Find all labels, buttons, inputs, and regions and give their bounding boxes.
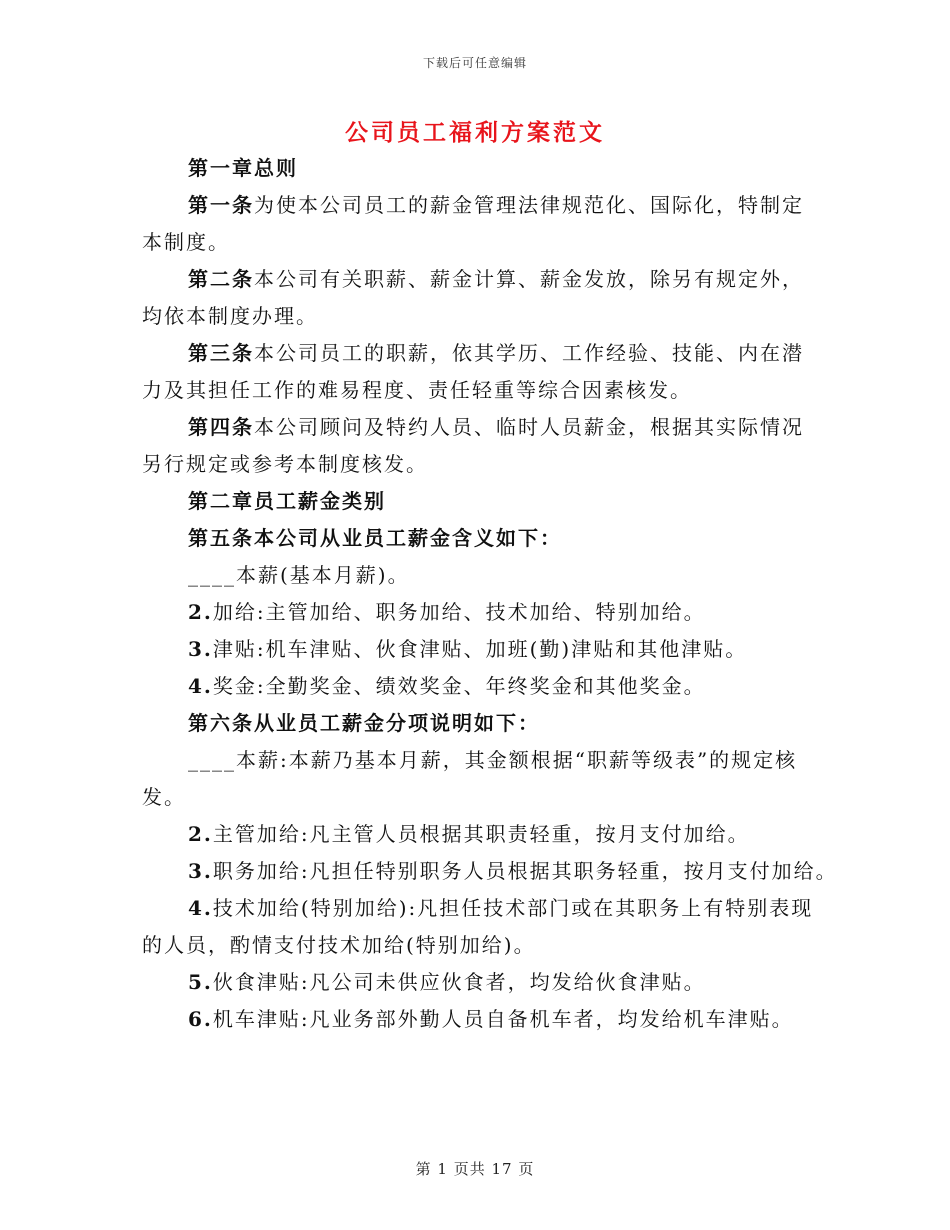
article-2 <box>142 261 832 298</box>
article-text: 为使本公司员工的薪金管理法律规范化、国际化，特制定 <box>254 193 804 217</box>
header-note: 下载后可任意编辑 <box>422 56 527 70</box>
item-number: 3. <box>188 637 213 661</box>
article-text: 本公司员工的职薪，依其学历、工作经验、技能、内在潜 <box>254 341 804 365</box>
item-number: 2. <box>188 822 213 846</box>
item-text: 伙食津贴:凡公司未供应伙食者，均发给伙食津贴。 <box>212 970 706 994</box>
list-item <box>142 964 832 1001</box>
article-3 <box>142 335 832 372</box>
item-text: 职务加给:凡担任特别职务人员根据其职务轻重，按月支付加给。 <box>212 859 838 883</box>
article-label: 第一条 <box>188 193 254 217</box>
list-item <box>142 742 832 779</box>
item-text: 主管加给:凡主管人员根据其职责轻重，按月支付加给。 <box>212 822 750 846</box>
item-number: 2. <box>188 600 213 624</box>
list-item <box>142 668 832 705</box>
chapter-2-heading: 第二章员工薪金类别 <box>188 489 386 513</box>
list-item <box>142 631 832 668</box>
article-1 <box>142 187 832 224</box>
list-item <box>142 890 832 927</box>
item-text: 奖金:全勤奖金、绩效奖金、年终奖金和其他奖金。 <box>212 674 706 698</box>
item-number: 5. <box>188 970 213 994</box>
article-4 <box>142 409 832 446</box>
article-4-cont: 另行规定或参考本制度核发。 <box>142 452 428 476</box>
article-5-heading: 第五条本公司从业员工薪金含义如下： <box>188 526 562 550</box>
list-item-cont: 发。 <box>142 785 186 809</box>
chapter-1-heading: 第一章总则 <box>188 156 298 180</box>
article-1-cont: 本制度。 <box>142 230 230 254</box>
article-label: 第三条 <box>188 341 254 365</box>
article-label: 第二条 <box>188 267 254 291</box>
article-text: 本公司顾问及特约人员、临时人员薪金，根据其实际情况 <box>254 415 804 439</box>
item-text: 加给:主管加给、职务加给、技术加给、特别加给。 <box>212 600 706 624</box>
item-text: 本薪(基本月薪)。 <box>236 563 410 587</box>
list-item <box>142 853 838 890</box>
article-2-cont: 均依本制度办理。 <box>142 304 318 328</box>
item-number: 4. <box>188 674 213 698</box>
article-6-heading: 第六条从业员工薪金分项说明如下： <box>188 711 540 735</box>
list-item <box>142 1001 832 1038</box>
article-3-cont: 力及其担任工作的难易程度、责任轻重等综合因素核发。 <box>142 378 692 402</box>
list-item <box>142 594 832 631</box>
article-text: 本公司有关职薪、薪金计算、薪金发放，除另有规定外， <box>254 267 804 291</box>
page-footer: 第 1 页共 17 页 <box>415 1160 535 1178</box>
blank-underline: ____ <box>188 748 236 772</box>
item-number: 3. <box>188 859 213 883</box>
item-text: 本薪:本薪乃基本月薪，其金额根据“职薪等级表”的规定核 <box>236 748 798 772</box>
article-label: 第四条 <box>188 415 254 439</box>
item-number: 4. <box>188 896 213 920</box>
list-item-cont: 的人员，酌情支付技术加给(特别加给)。 <box>142 933 536 957</box>
document-title: 公司员工福利方案范文 <box>345 119 605 146</box>
document-body <box>142 150 838 1038</box>
item-text: 津贴:机车津贴、伙食津贴、加班(勤)津贴和其他津贴。 <box>212 637 748 661</box>
list-item <box>142 816 832 853</box>
blank-underline: ____ <box>188 563 236 587</box>
list-item <box>142 557 832 594</box>
item-number: 6. <box>188 1007 213 1031</box>
item-text: 技术加给(特别加给):凡担任技术部门或在其职务上有特别表现 <box>212 896 814 920</box>
item-text: 机车津贴:凡业务部外勤人员自备机车者，均发给机车津贴。 <box>212 1007 794 1031</box>
